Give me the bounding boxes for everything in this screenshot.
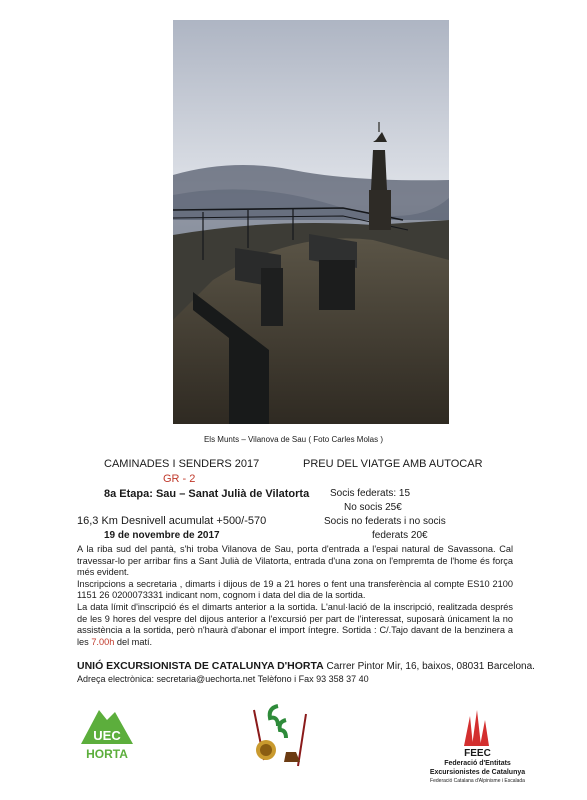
price-members-value: federats 20€ [372, 530, 428, 541]
uec-horta-logo [77, 702, 137, 762]
feec-logo [420, 708, 535, 784]
stage-title: 8a Etapa: Sau – Sanat Julià de Vilatorta [104, 488, 310, 500]
hero-photo [173, 20, 449, 424]
description-paragraph: A la riba sud del pantà, s'hi troba Vilanova de Sau, porta d'entrada a l'espai natural de Savassona. Cal travessar-lo per arribar fins a Sant Julià de Vilatorta, entrada d'una zona on l'empremta de l'home és força més evident. [77, 544, 513, 578]
feec-line3: Federació Catalana d'Alpinisme i Escalada [430, 778, 525, 784]
departure-time: 7.00h [91, 636, 115, 647]
feec-line2: Excursionistes de Catalunya [429, 769, 526, 776]
distance-elevation: 16,3 Km Desnivell acumulat +500/-570 [77, 515, 267, 527]
svg-text:UEC: UEC [93, 728, 121, 743]
organization-address: Carrer Pintor Mir, 16, baixos, 08031 Barcelona. [326, 661, 535, 672]
section-heading-price: PREU DEL VIATGE AMB AUTOCAR [303, 458, 483, 470]
price-members-label: Socis no federats i no socis [324, 516, 446, 527]
event-date: 19 de novembre de 2017 [104, 530, 220, 541]
registration-paragraph: Inscripcions a secretaria , dimarts i dijous de 19 a 21 hores o fent una transferència al compte ES10 2100 1151 26 0200073331 indicant nom, cognom i data del dia de la sortida. [77, 578, 513, 601]
feec-line1: Federació d'Entitats [444, 760, 511, 767]
section-heading-walks: CAMINADES I SENDERS 2017 [104, 458, 260, 470]
hiker-logo [240, 700, 318, 772]
price-non-members: No socis 25€ [344, 502, 402, 513]
body-text [77, 544, 513, 648]
contact-line: Adreça electrònica: secretaria@uechorta.net Telèfono i Fax 93 358 37 40 [77, 674, 369, 684]
photo-caption: Els Munts – Vilanova de Sau ( Foto Carles Molas ) [203, 435, 384, 444]
route-code: GR - 2 [163, 473, 196, 485]
price-federated: Socis federats: 15 [330, 488, 411, 499]
organization-line [77, 660, 535, 672]
conditions-paragraph: La data límit d'inscripció és el dimarts anterior a la sortida. L'anul·lació de la inscripció, realitzada després de les 9 hores del vespre del dijous anterior a l'excursió per part de l'interessat, suposarà únicament la no assistència a la sortida, però n'haurà d'abonar el import íntegre. Sortida : C/.Tajo davant de la benzinera a les 7.00h del matí. [77, 601, 513, 647]
horta-text: HORTA [86, 747, 128, 761]
organization-name: UNIÓ EXCURSIONISTA DE CATALUNYA D'HORTA [77, 660, 324, 672]
feec-abbr: FEEC [464, 748, 491, 759]
